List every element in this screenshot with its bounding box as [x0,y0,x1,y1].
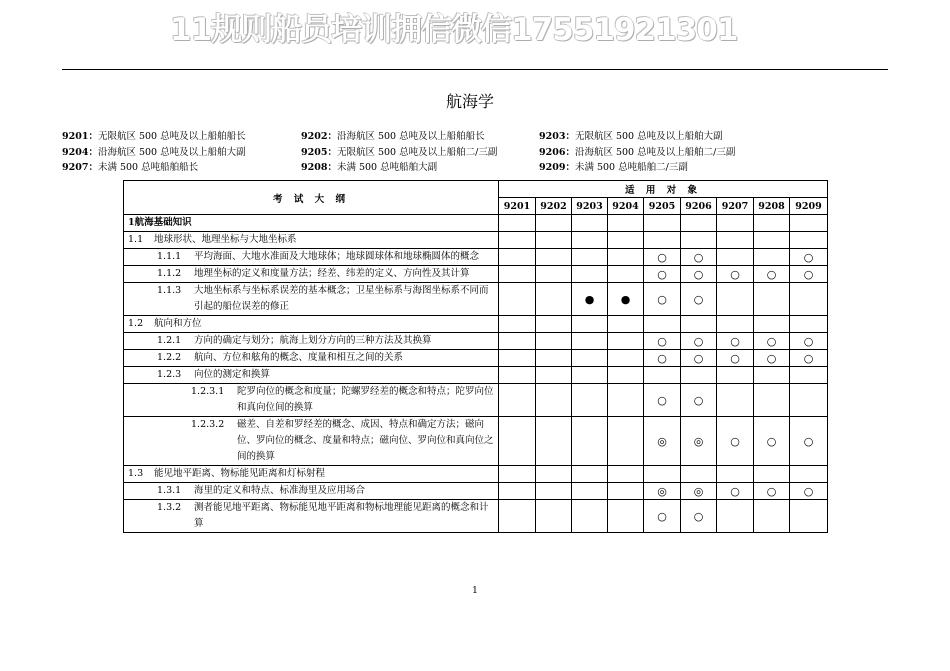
item-text: 航海基础知识 [134,217,192,228]
mark-cell [572,215,608,232]
mark-cell [608,232,644,249]
item-text: 航向、方位和舷角的概念、度量和相互之间的关系 [194,352,404,363]
item-number: 1.2.3 [157,369,182,380]
mark-cell: ○ [754,333,790,350]
mark-cell [499,266,536,283]
mark-cell [536,283,572,316]
item-number: 1.3.2 [157,502,182,513]
item-number: 1.1.1 [157,251,182,262]
item-text: 航向和方位 [154,318,202,329]
header-code-9205: 9205 [644,198,681,215]
mark-cell [608,266,644,283]
header-code-9204: 9204 [608,198,644,215]
code-legend [62,129,922,176]
mark-cell: ◎ [644,417,681,466]
mark-cell: ○ [717,417,754,466]
mark-cell [536,500,572,533]
table-row [124,316,828,333]
mark-cell [754,367,790,384]
mark-cell [717,232,754,249]
mark-cell [608,500,644,533]
legend-row [62,145,922,161]
item-text: 向位的测定和换算 [194,369,271,380]
header-code-9208: 9208 [754,198,790,215]
mark-cell [536,333,572,350]
mark-cell [499,384,536,417]
mark-cell [608,350,644,367]
header-code-9206: 9206 [681,198,717,215]
mark-cell [754,283,790,316]
mark-cell [717,384,754,417]
legend-row [62,129,922,145]
item-number: 1.1.2 [157,268,182,279]
mark-cell [572,350,608,367]
header-syllabus: 考 试 大 纲 [124,181,499,215]
table-row [124,232,828,249]
syllabus-item [124,215,499,232]
mark-cell [499,483,536,500]
mark-cell [499,249,536,266]
header-code-9209: 9209 [790,198,828,215]
item-text: 大地坐标系与坐标系误差的基本概念；卫星坐标系与海图坐标系不同而引起的船位误差的修正 [194,285,489,312]
header-rule [62,69,888,70]
mark-cell: ○ [681,350,717,367]
legend-item: 9208：未满 500 总吨船舶大副 [301,162,438,173]
syllabus-rows [124,215,828,533]
mark-cell: ○ [790,266,828,283]
item-text: 陀罗向位的概念和度量；陀螺罗经差的概念和特点；陀罗向位和真向位间的换算 [237,386,494,413]
mark-cell [717,249,754,266]
mark-cell [572,266,608,283]
mark-cell [681,367,717,384]
header-code-9201: 9201 [499,198,536,215]
mark-cell [754,384,790,417]
item-number: 1.2 [128,318,144,329]
legend-item: 9202：沿海航区 500 总吨及以上船舶船长 [301,131,485,142]
mark-cell: ○ [644,283,681,316]
mark-cell [499,283,536,316]
syllabus-item [124,232,499,249]
item-number: 1.3.1 [157,485,182,496]
mark-cell [790,466,828,483]
syllabus-item [124,333,499,350]
mark-cell [536,384,572,417]
mark-cell [608,333,644,350]
mark-cell: ○ [681,266,717,283]
mark-cell [790,215,828,232]
table-row [124,500,828,533]
mark-cell [717,466,754,483]
mark-cell [572,500,608,533]
mark-cell [717,283,754,316]
mark-cell [717,500,754,533]
item-text: 能见地平距离、物标能见距离和灯标射程 [154,468,326,479]
mark-cell [499,417,536,466]
syllabus-item [124,283,499,316]
mark-cell [572,249,608,266]
mark-cell [644,232,681,249]
mark-cell: ● [572,283,608,316]
mark-cell [608,466,644,483]
table-row [124,466,828,483]
mark-cell: ○ [790,483,828,500]
mark-cell: ○ [644,266,681,283]
mark-cell: ○ [644,350,681,367]
mark-cell: ○ [790,249,828,266]
legend-item: 9209：未满 500 总吨船舶二/三副 [539,162,688,173]
mark-cell: ◎ [681,483,717,500]
mark-cell [572,367,608,384]
mark-cell [644,316,681,333]
mark-cell [608,316,644,333]
mark-cell: ○ [681,249,717,266]
mark-cell [536,316,572,333]
item-text: 方向的确定与划分；航海上划分方向的三种方法及其换算 [194,335,432,346]
mark-cell: ○ [681,283,717,316]
item-number: 1.1.3 [157,285,182,296]
mark-cell: ○ [681,333,717,350]
syllabus-item [124,266,499,283]
mark-cell: ○ [717,350,754,367]
mark-cell [717,215,754,232]
mark-cell [790,232,828,249]
mark-cell [644,215,681,232]
mark-cell: ● [608,283,644,316]
syllabus-item [124,483,499,500]
table-row [124,417,828,466]
syllabus-table [123,180,828,533]
mark-cell: ○ [754,417,790,466]
item-number: 1.2.2 [157,352,182,363]
table-row [124,215,828,232]
mark-cell: ○ [681,500,717,533]
mark-cell [572,232,608,249]
table-row [124,483,828,500]
mark-cell: ○ [717,483,754,500]
mark-cell [754,316,790,333]
watermark: 11规则船员培训拥信微信17551921301 [170,12,738,48]
mark-cell [499,350,536,367]
syllabus-item [124,249,499,266]
mark-cell [608,215,644,232]
page-title: 航海学 [445,92,494,111]
mark-cell [608,367,644,384]
item-number: 1.2.3.1 [191,386,225,397]
mark-cell: ○ [717,333,754,350]
mark-cell: ○ [754,483,790,500]
header-code-9202: 9202 [536,198,572,215]
mark-cell [572,384,608,417]
legend-row [62,160,922,176]
syllabus-item [124,417,499,466]
legend-item: 9207：未满 500 总吨船舶船长 [62,162,199,173]
mark-cell [644,367,681,384]
mark-cell [536,266,572,283]
mark-cell: ○ [790,350,828,367]
mark-cell [790,367,828,384]
table-row [124,350,828,367]
mark-cell: ○ [681,384,717,417]
item-number: 1.2.1 [157,335,182,346]
item-text: 地理坐标的定义和度量方法；经差、纬差的定义、方向性及其计算 [194,268,470,279]
mark-cell [499,500,536,533]
mark-cell [499,367,536,384]
mark-cell: ○ [644,500,681,533]
legend-item: 9204：沿海航区 500 总吨及以上船舶大副 [62,146,246,158]
legend-item: 9205：无限航区 500 总吨及以上船舶二/三副 [301,146,498,158]
mark-cell [499,466,536,483]
mark-cell [536,350,572,367]
item-text: 平均海面、大地水准面及大地球体；地球圆球体和地球椭圆体的概念 [194,251,480,262]
item-text: 测者能见地平距离、物标能见地平距离和物标地理能见距离的概念和计算 [194,502,489,529]
mark-cell [572,333,608,350]
mark-cell [536,249,572,266]
table-row [124,367,828,384]
page-number: 1 [472,586,478,596]
legend-item: 9201：无限航区 500 总吨及以上船舶船长 [62,131,246,142]
table-row [124,283,828,316]
mark-cell [644,466,681,483]
mark-cell [681,215,717,232]
mark-cell: ○ [790,417,828,466]
mark-cell [572,316,608,333]
mark-cell: ○ [644,333,681,350]
mark-cell: ○ [754,350,790,367]
mark-cell [790,384,828,417]
item-number: 1 [128,217,135,228]
syllabus-item [124,350,499,367]
item-text: 海里的定义和特点、标准海里及应用场合 [194,485,366,496]
item-text: 地球形状、地理坐标与大地坐标系 [154,234,297,245]
header-code-9207: 9207 [717,198,754,215]
mark-cell: ○ [644,384,681,417]
syllabus-item [124,466,499,483]
mark-cell [608,384,644,417]
mark-cell [790,283,828,316]
mark-cell [754,215,790,232]
mark-cell [754,249,790,266]
mark-cell [681,232,717,249]
mark-cell: ○ [754,266,790,283]
table-row [124,266,828,283]
table-row [124,249,828,266]
mark-cell [754,466,790,483]
mark-cell [790,500,828,533]
syllabus-item [124,316,499,333]
mark-cell: ○ [790,333,828,350]
mark-cell: ○ [717,266,754,283]
item-number: 1.1 [128,234,144,245]
mark-cell [681,316,717,333]
mark-cell [754,232,790,249]
mark-cell [536,215,572,232]
table-row [124,333,828,350]
item-number: 1.2.3.2 [191,419,225,430]
mark-cell [499,232,536,249]
mark-cell [499,316,536,333]
mark-cell [608,417,644,466]
mark-cell [572,417,608,466]
mark-cell [790,316,828,333]
mark-cell [499,215,536,232]
mark-cell: ○ [644,249,681,266]
header-code-9203: 9203 [572,198,608,215]
mark-cell [754,500,790,533]
mark-cell [608,483,644,500]
header-applicable: 适 用 对 象 [499,181,828,198]
mark-cell [717,316,754,333]
mark-cell [608,249,644,266]
syllabus-item [124,384,499,417]
item-text: 磁差、自差和罗经差的概念、成因、特点和确定方法；磁向位、罗向位的概念、度量和特点；磁向位、罗向位和真向位之间的换算 [237,419,494,462]
mark-cell [536,417,572,466]
table-row [124,384,828,417]
mark-cell [681,466,717,483]
syllabus-item [124,367,499,384]
mark-cell [572,483,608,500]
mark-cell: ◎ [644,483,681,500]
syllabus-item [124,500,499,533]
mark-cell [536,232,572,249]
mark-cell [717,367,754,384]
mark-cell [536,367,572,384]
mark-cell: ◎ [681,417,717,466]
mark-cell [536,466,572,483]
mark-cell [499,333,536,350]
item-number: 1.3 [128,468,144,479]
legend-item: 9206：沿海航区 500 总吨及以上船舶二/三副 [539,146,736,158]
mark-cell [572,466,608,483]
mark-cell [536,483,572,500]
legend-item: 9203：无限航区 500 总吨及以上船舶大副 [539,131,723,142]
